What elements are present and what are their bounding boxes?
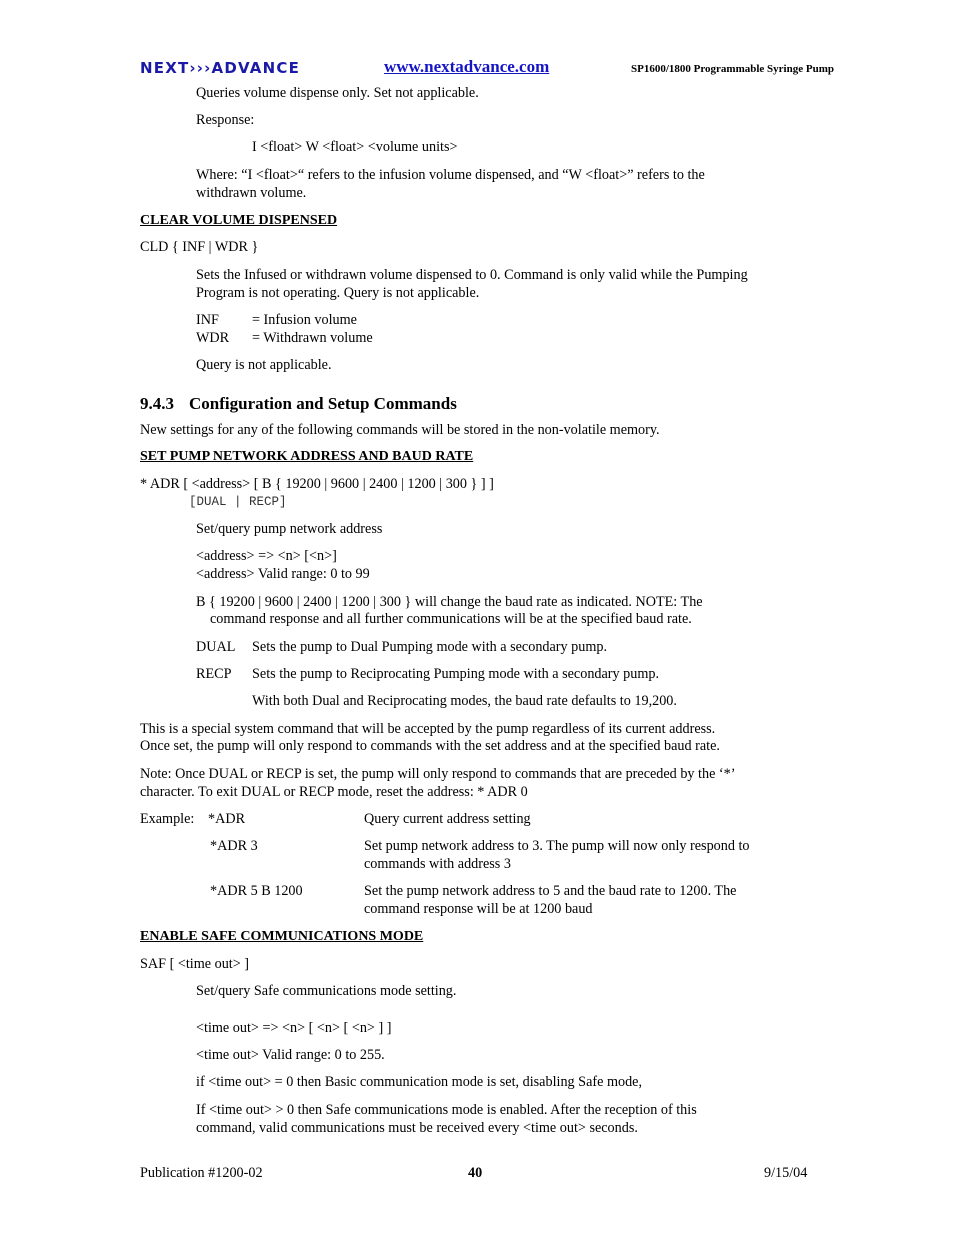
saf-format: <time out> => <n> [ <n> [ <n> ] ]: [196, 1020, 392, 1036]
note-line-1: Note: Once DUAL or RECP is set, the pump will only respond to commands that are preceded by the ‘*’: [140, 766, 736, 782]
adr-address-range: <address> Valid range: 0 to 99: [196, 566, 370, 582]
saf-heading: ENABLE SAFE COMMUNICATIONS MODE: [140, 929, 424, 944]
special-command-2: Once set, the pump will only respond to commands with the set address and at the specified baud rate.: [140, 738, 720, 754]
inf-value: = Infusion volume: [252, 312, 357, 328]
example-desc: Query current address setting: [364, 811, 531, 827]
recp-value: Sets the pump to Reciprocating Pumping mode with a secondary pump.: [252, 666, 660, 682]
cld-query-note: Query is not applicable.: [196, 357, 332, 373]
wdr-value: = Withdrawn volume: [252, 330, 373, 346]
volume-query-desc: Queries volume dispense only. Set not applicable.: [196, 85, 479, 101]
clear-volume-heading: CLEAR VOLUME DISPENSED: [140, 213, 338, 228]
adr-baud-2: command response and all further communications will be at the specified baud rate.: [210, 611, 692, 627]
publication-number: Publication #1200-02: [140, 1165, 263, 1181]
example-cmd: *ADR: [208, 811, 246, 827]
example-label: Example:: [140, 811, 195, 827]
section-title: Configuration and Setup Commands: [189, 394, 457, 413]
adr-desc: Set/query pump network address: [196, 521, 383, 537]
page-number: 40: [468, 1165, 483, 1181]
adr-address-format: <address> => <n> [<n>]: [196, 548, 337, 564]
dual-key: DUAL: [196, 639, 236, 655]
product-title: SP1600/1800 Programmable Syringe Pump: [631, 63, 834, 75]
adr-heading: SET PUMP NETWORK ADDRESS AND BAUD RATE: [140, 449, 474, 464]
special-command-1: This is a special system command that will be accepted by the pump regardless of its current address.: [140, 721, 716, 737]
response-label: Response:: [196, 112, 255, 128]
saf-desc: Set/query Safe communications mode setting.: [196, 983, 457, 999]
example-desc: command response will be at 1200 baud: [364, 901, 593, 917]
wdr-key: WDR: [196, 330, 230, 346]
cld-desc-1: Sets the Infused or withdrawn volume dispensed to 0. Command is only valid while the Pumping: [196, 267, 748, 283]
adr-baud-1: B { 19200 | 9600 | 2400 | 1200 | 300 } will change the baud rate as indicated. NOTE: The: [196, 594, 703, 610]
note-line-2: character. To exit DUAL or RECP mode, reset the address: * ADR 0: [140, 784, 528, 800]
website-link[interactable]: www.nextadvance.com: [384, 57, 550, 76]
example-desc: commands with address 3: [364, 856, 511, 872]
saf-range: <time out> Valid range: 0 to 255.: [196, 1047, 385, 1063]
both-modes-note: With both Dual and Reciprocating modes, the baud rate defaults to 19,200.: [252, 693, 677, 709]
adr-syntax-mode: [DUAL | RECP]: [189, 495, 287, 509]
adr-syntax: * ADR [ <address> [ B { 19200 | 9600 | 2400 | 1200 | 300 } ] ]: [140, 476, 494, 492]
saf-positive-1: If <time out> > 0 then Safe communications mode is enabled. After the reception of this: [196, 1102, 697, 1118]
publication-date: 9/15/04: [764, 1165, 808, 1181]
section-number: 9.4.3: [140, 394, 174, 413]
saf-positive-2: command, valid communications must be received every <time out> seconds.: [196, 1120, 638, 1136]
example-desc: Set the pump network address to 5 and the baud rate to 1200. The: [364, 883, 737, 899]
saf-zero: if <time out> = 0 then Basic communication mode is set, disabling Safe mode,: [196, 1074, 643, 1090]
where-line-2: withdrawn volume.: [196, 185, 307, 201]
cld-syntax: CLD { INF | WDR }: [140, 239, 259, 255]
inf-key: INF: [196, 312, 219, 328]
section-intro: New settings for any of the following commands will be stored in the non-volatile memory.: [140, 422, 660, 438]
example-cmd: *ADR 3: [210, 838, 258, 854]
response-format: I <float> W <float> <volume units>: [252, 139, 458, 155]
dual-value: Sets the pump to Dual Pumping mode with a secondary pump.: [252, 639, 608, 655]
recp-key: RECP: [196, 666, 232, 682]
cld-desc-2: Program is not operating. Query is not applicable.: [196, 285, 480, 301]
company-logo: NEXT›››ADVANCE: [140, 59, 301, 77]
where-line-1: Where: “I <float>“ refers to the infusion volume dispensed, and “W <float>” refers to the: [196, 167, 705, 183]
example-desc: Set pump network address to 3. The pump will now only respond to: [364, 838, 750, 854]
saf-syntax: SAF [ <time out> ]: [140, 956, 250, 972]
example-cmd: *ADR 5 B 1200: [210, 883, 303, 899]
